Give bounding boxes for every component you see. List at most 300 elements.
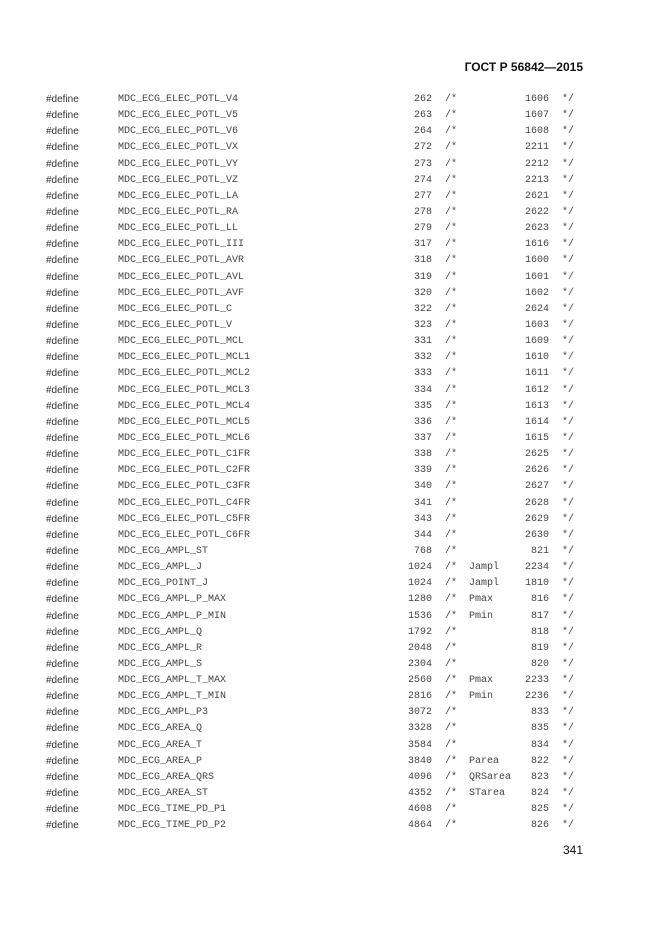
constant-value: 2560 — [407, 675, 432, 687]
constant-name: MDC_ECG_ELEC_POTL_VX — [118, 142, 239, 154]
constant-value: 1024 — [407, 578, 432, 590]
constant-name: MDC_ECG_ELEC_POTL_VY — [118, 158, 239, 170]
define-keyword: #define — [46, 545, 79, 557]
constant-name: MDC_ECG_ELEC_POTL_LL — [118, 223, 239, 235]
comment-label: Pmin — [469, 610, 494, 622]
constant-value: 317 — [413, 239, 432, 251]
define-row — [0, 253, 661, 269]
constant-value: 338 — [413, 449, 432, 461]
constant-value: 279 — [413, 223, 432, 235]
define-keyword: #define — [46, 691, 79, 703]
comment-close: */ — [562, 723, 575, 735]
define-row — [0, 334, 661, 350]
comment-code: 1600 — [524, 255, 549, 267]
define-row — [0, 721, 661, 737]
constant-name: MDC_ECG_AMPL_P_MIN — [118, 610, 227, 622]
comment-open: /* — [445, 206, 458, 218]
comment-open: /* — [445, 271, 458, 283]
comment-code: 816 — [530, 594, 549, 606]
comment-open: /* — [445, 255, 458, 267]
comment-open: /* — [445, 739, 458, 751]
define-row — [0, 173, 661, 189]
comment-open: /* — [445, 190, 458, 202]
constant-value: 335 — [413, 400, 432, 412]
constant-name: MDC_ECG_AREA_QRS — [118, 771, 215, 783]
page-number: 341 — [562, 843, 583, 857]
comment-code: 2623 — [524, 223, 549, 235]
constant-value: 4608 — [407, 804, 432, 816]
constant-value: 1280 — [407, 594, 432, 606]
comment-label: STarea — [469, 788, 506, 800]
constant-value: 3328 — [407, 723, 432, 735]
comment-label: Pmin — [469, 691, 494, 703]
define-row — [0, 479, 661, 495]
comment-open: /* — [445, 336, 458, 348]
comment-open: /* — [445, 239, 458, 251]
constant-value: 4864 — [407, 820, 432, 832]
define-row — [0, 221, 661, 237]
comment-close: */ — [562, 271, 575, 283]
define-row — [0, 576, 661, 592]
comment-open: /* — [445, 384, 458, 396]
comment-code: 1607 — [524, 110, 549, 122]
comment-open: /* — [445, 432, 458, 444]
constant-value: 323 — [413, 319, 432, 331]
define-keyword: #define — [46, 239, 79, 251]
define-row — [0, 108, 661, 124]
define-keyword: #define — [46, 416, 79, 428]
constant-name: MDC_ECG_ELEC_POTL_C5FR — [118, 513, 251, 525]
comment-open: /* — [445, 545, 458, 557]
comment-open: /* — [445, 788, 458, 800]
constant-name: MDC_ECG_ELEC_POTL_C2FR — [118, 465, 251, 477]
constant-name: MDC_ECG_AMPL_ST — [118, 545, 209, 557]
define-row — [0, 92, 661, 108]
constant-name: MDC_ECG_ELEC_POTL_V — [118, 319, 233, 331]
comment-open: /* — [445, 481, 458, 493]
comment-close: */ — [562, 142, 575, 154]
comment-close: */ — [562, 190, 575, 202]
comment-close: */ — [562, 739, 575, 751]
define-keyword: #define — [46, 578, 79, 590]
constant-name: MDC_ECG_ELEC_POTL_C3FR — [118, 481, 251, 493]
define-row — [0, 415, 661, 431]
constant-value: 277 — [413, 190, 432, 202]
define-keyword: #define — [46, 755, 79, 767]
comment-open: /* — [445, 110, 458, 122]
constant-value: 331 — [413, 336, 432, 348]
constant-name: MDC_ECG_AREA_ST — [118, 788, 209, 800]
define-keyword: #define — [46, 675, 79, 687]
define-row — [0, 625, 661, 641]
define-row — [0, 431, 661, 447]
comment-label: Jampl — [469, 578, 500, 590]
constant-value: 278 — [413, 206, 432, 218]
constant-name: MDC_ECG_ELEC_POTL_V5 — [118, 110, 239, 122]
constant-value: 1536 — [407, 610, 432, 622]
comment-close: */ — [562, 465, 575, 477]
comment-close: */ — [562, 529, 575, 541]
constant-name: MDC_ECG_ELEC_POTL_AVR — [118, 255, 245, 267]
comment-close: */ — [562, 239, 575, 251]
define-keyword: #define — [46, 481, 79, 493]
comment-close: */ — [562, 707, 575, 719]
constant-value: 339 — [413, 465, 432, 477]
constant-name: MDC_ECG_AMPL_R — [118, 642, 203, 654]
comment-open: /* — [445, 529, 458, 541]
comment-close: */ — [562, 384, 575, 396]
define-keyword: #define — [46, 497, 79, 509]
constant-value: 768 — [413, 545, 432, 557]
define-keyword: #define — [46, 529, 79, 541]
comment-open: /* — [445, 610, 458, 622]
comment-label: Jampl — [469, 562, 500, 574]
define-row — [0, 738, 661, 754]
comment-open: /* — [445, 626, 458, 638]
define-keyword: #define — [46, 658, 79, 670]
define-keyword: #define — [46, 126, 79, 138]
define-row — [0, 366, 661, 382]
constant-name: MDC_ECG_AMPL_J — [118, 562, 203, 574]
comment-close: */ — [562, 336, 575, 348]
comment-close: */ — [562, 126, 575, 138]
comment-close: */ — [562, 303, 575, 315]
comment-code: 821 — [530, 545, 549, 557]
define-keyword: #define — [46, 142, 79, 154]
constant-value: 3840 — [407, 755, 432, 767]
define-keyword: #define — [46, 190, 79, 202]
constant-value: 263 — [413, 110, 432, 122]
comment-code: 820 — [530, 658, 549, 670]
define-keyword: #define — [46, 739, 79, 751]
comment-open: /* — [445, 497, 458, 509]
comment-close: */ — [562, 771, 575, 783]
define-keyword: #define — [46, 303, 79, 315]
define-row — [0, 318, 661, 334]
constant-value: 337 — [413, 432, 432, 444]
comment-code: 2624 — [524, 303, 549, 315]
comment-code: 2621 — [524, 190, 549, 202]
define-row — [0, 786, 661, 802]
constant-name: MDC_ECG_ELEC_POTL_V6 — [118, 126, 239, 138]
comment-code: 1602 — [524, 287, 549, 299]
constant-value: 319 — [413, 271, 432, 283]
constant-value: 341 — [413, 497, 432, 509]
define-row — [0, 302, 661, 318]
comment-code: 1603 — [524, 319, 549, 331]
define-keyword: #define — [46, 513, 79, 525]
define-row — [0, 689, 661, 705]
comment-close: */ — [562, 206, 575, 218]
constant-value: 333 — [413, 368, 432, 380]
comment-close: */ — [562, 578, 575, 590]
comment-open: /* — [445, 174, 458, 186]
comment-close: */ — [562, 319, 575, 331]
comment-code: 822 — [530, 755, 549, 767]
define-row — [0, 383, 661, 399]
comment-code: 1601 — [524, 271, 549, 283]
constant-name: MDC_ECG_AREA_T — [118, 739, 203, 751]
comment-close: */ — [562, 400, 575, 412]
define-keyword: #define — [46, 771, 79, 783]
comment-code: 1612 — [524, 384, 549, 396]
constant-value: 2048 — [407, 642, 432, 654]
define-keyword: #define — [46, 820, 79, 832]
comment-close: */ — [562, 691, 575, 703]
constant-value: 4352 — [407, 788, 432, 800]
comment-open: /* — [445, 126, 458, 138]
define-keyword: #define — [46, 158, 79, 170]
define-row — [0, 770, 661, 786]
constant-name: MDC_ECG_AMPL_Q — [118, 626, 203, 638]
constant-value: 273 — [413, 158, 432, 170]
comment-label: QRSarea — [469, 771, 512, 783]
comment-label: Pmax — [469, 594, 494, 606]
comment-close: */ — [562, 449, 575, 461]
comment-close: */ — [562, 788, 575, 800]
constant-name: MDC_ECG_ELEC_POTL_RA — [118, 206, 239, 218]
define-row — [0, 124, 661, 140]
constant-name: MDC_ECG_AMPL_T_MAX — [118, 675, 227, 687]
constant-value: 340 — [413, 481, 432, 493]
comment-open: /* — [445, 94, 458, 105]
comment-open: /* — [445, 158, 458, 170]
comment-code: 824 — [530, 788, 549, 800]
constant-name: MDC_ECG_ELEC_POTL_C4FR — [118, 497, 251, 509]
comment-code: 1606 — [524, 94, 549, 105]
constant-name: MDC_ECG_ELEC_POTL_V4 — [118, 94, 239, 105]
constant-name: MDC_ECG_ELEC_POTL_C — [118, 303, 233, 315]
comment-close: */ — [562, 481, 575, 493]
comment-open: /* — [445, 578, 458, 590]
define-row — [0, 399, 661, 415]
constant-value: 332 — [413, 352, 432, 364]
define-row — [0, 512, 661, 528]
comment-code: 826 — [530, 820, 549, 832]
comment-open: /* — [445, 352, 458, 364]
constant-value: 318 — [413, 255, 432, 267]
comment-open: /* — [445, 755, 458, 767]
constant-value: 334 — [413, 384, 432, 396]
comment-code: 819 — [530, 642, 549, 654]
define-keyword: #define — [46, 368, 79, 380]
comment-open: /* — [445, 400, 458, 412]
constant-name: MDC_ECG_AMPL_S — [118, 658, 203, 670]
define-row — [0, 641, 661, 657]
comment-close: */ — [562, 497, 575, 509]
define-row — [0, 189, 661, 205]
define-row — [0, 802, 661, 818]
define-keyword: #define — [46, 400, 79, 412]
comment-label: Parea — [469, 755, 500, 767]
define-row — [0, 140, 661, 156]
comment-close: */ — [562, 255, 575, 267]
comment-open: /* — [445, 416, 458, 428]
define-keyword: #define — [46, 610, 79, 622]
constant-name: MDC_ECG_ELEC_POTL_MCL1 — [118, 352, 251, 364]
comment-close: */ — [562, 642, 575, 654]
constant-name: MDC_ECG_ELEC_POTL_VZ — [118, 174, 239, 186]
comment-close: */ — [562, 545, 575, 557]
constant-value: 3072 — [407, 707, 432, 719]
define-keyword: #define — [46, 449, 79, 461]
constant-name: MDC_ECG_ELEC_POTL_MCL — [118, 336, 245, 348]
comment-open: /* — [445, 804, 458, 816]
define-keyword: #define — [46, 255, 79, 267]
comment-code: 2236 — [524, 691, 549, 703]
define-keyword: #define — [46, 336, 79, 348]
define-row — [0, 609, 661, 625]
constant-value: 322 — [413, 303, 432, 315]
comment-close: */ — [562, 223, 575, 235]
define-keyword: #define — [46, 94, 79, 105]
constant-value: 2816 — [407, 691, 432, 703]
constant-value: 343 — [413, 513, 432, 525]
comment-close: */ — [562, 94, 575, 105]
comment-close: */ — [562, 352, 575, 364]
comment-close: */ — [562, 513, 575, 525]
comment-label: Pmax — [469, 675, 494, 687]
comment-close: */ — [562, 158, 575, 170]
define-keyword: #define — [46, 319, 79, 331]
define-keyword: #define — [46, 788, 79, 800]
define-keyword: #define — [46, 110, 79, 122]
define-keyword: #define — [46, 626, 79, 638]
define-keyword: #define — [46, 465, 79, 477]
comment-open: /* — [445, 642, 458, 654]
comment-code: 2212 — [524, 158, 549, 170]
define-row — [0, 157, 661, 173]
define-keyword: #define — [46, 562, 79, 574]
define-keyword: #define — [46, 223, 79, 235]
constant-name: MDC_ECG_ELEC_POTL_MCL5 — [118, 416, 251, 428]
comment-close: */ — [562, 658, 575, 670]
constant-name: MDC_ECG_ELEC_POTL_III — [118, 239, 245, 251]
comment-open: /* — [445, 562, 458, 574]
define-keyword: #define — [46, 594, 79, 606]
comment-code: 818 — [530, 626, 549, 638]
define-row — [0, 544, 661, 560]
comment-open: /* — [445, 287, 458, 299]
define-listing — [0, 92, 661, 834]
comment-code: 2211 — [524, 142, 549, 154]
constant-name: MDC_ECG_TIME_PD_P1 — [118, 804, 227, 816]
comment-code: 1616 — [524, 239, 549, 251]
constant-value: 336 — [413, 416, 432, 428]
define-row — [0, 237, 661, 253]
comment-code: 817 — [530, 610, 549, 622]
comment-close: */ — [562, 804, 575, 816]
constant-name: MDC_ECG_ELEC_POTL_MCL2 — [118, 368, 251, 380]
comment-open: /* — [445, 594, 458, 606]
define-keyword: #define — [46, 352, 79, 364]
define-keyword: #define — [46, 384, 79, 396]
define-keyword: #define — [46, 174, 79, 186]
comment-code: 825 — [530, 804, 549, 816]
comment-code: 2630 — [524, 529, 549, 541]
comment-code: 2213 — [524, 174, 549, 186]
constant-value: 272 — [413, 142, 432, 154]
comment-open: /* — [445, 691, 458, 703]
define-keyword: #define — [46, 707, 79, 719]
comment-open: /* — [445, 465, 458, 477]
comment-open: /* — [445, 303, 458, 315]
constant-name: MDC_ECG_TIME_PD_P2 — [118, 820, 227, 832]
comment-code: 1608 — [524, 126, 549, 138]
define-row — [0, 270, 661, 286]
define-row — [0, 528, 661, 544]
comment-code: 2234 — [524, 562, 549, 574]
define-row — [0, 657, 661, 673]
comment-open: /* — [445, 319, 458, 331]
comment-code: 1614 — [524, 416, 549, 428]
define-keyword: #define — [46, 804, 79, 816]
comment-code: 2626 — [524, 465, 549, 477]
constant-value: 1792 — [407, 626, 432, 638]
comment-close: */ — [562, 675, 575, 687]
define-row — [0, 673, 661, 689]
define-keyword: #define — [46, 642, 79, 654]
constant-name: MDC_ECG_AMPL_P_MAX — [118, 594, 227, 606]
constant-value: 320 — [413, 287, 432, 299]
define-row — [0, 496, 661, 512]
comment-code: 2625 — [524, 449, 549, 461]
define-keyword: #define — [46, 723, 79, 735]
constant-name: MDC_ECG_AMPL_P3 — [118, 707, 209, 719]
define-row — [0, 560, 661, 576]
comment-code: 835 — [530, 723, 549, 735]
define-row — [0, 818, 661, 834]
define-keyword: #define — [46, 287, 79, 299]
constant-name: MDC_ECG_ELEC_POTL_C6FR — [118, 529, 251, 541]
comment-code: 2627 — [524, 481, 549, 493]
comment-open: /* — [445, 223, 458, 235]
constant-value: 262 — [413, 94, 432, 105]
constant-name: MDC_ECG_AMPL_T_MIN — [118, 691, 227, 703]
constant-value: 264 — [413, 126, 432, 138]
comment-open: /* — [445, 368, 458, 380]
comment-close: */ — [562, 432, 575, 444]
comment-code: 1610 — [524, 352, 549, 364]
define-row — [0, 286, 661, 302]
define-keyword: #define — [46, 206, 79, 218]
comment-open: /* — [445, 449, 458, 461]
constant-name: MDC_ECG_AREA_Q — [118, 723, 203, 735]
comment-open: /* — [445, 723, 458, 735]
comment-open: /* — [445, 707, 458, 719]
comment-close: */ — [562, 820, 575, 832]
comment-open: /* — [445, 771, 458, 783]
comment-close: */ — [562, 562, 575, 574]
define-row — [0, 447, 661, 463]
comment-close: */ — [562, 368, 575, 380]
define-row — [0, 463, 661, 479]
comment-open: /* — [445, 513, 458, 525]
constant-value: 3584 — [407, 739, 432, 751]
define-row — [0, 205, 661, 221]
constant-name: MDC_ECG_ELEC_POTL_LA — [118, 190, 239, 202]
comment-code: 1615 — [524, 432, 549, 444]
constant-name: MDC_ECG_ELEC_POTL_AVL — [118, 271, 245, 283]
define-row — [0, 350, 661, 366]
define-row — [0, 754, 661, 770]
comment-open: /* — [445, 820, 458, 832]
constant-value: 344 — [413, 529, 432, 541]
define-keyword: #define — [46, 271, 79, 283]
comment-close: */ — [562, 755, 575, 767]
comment-close: */ — [562, 594, 575, 606]
constant-name: MDC_ECG_ELEC_POTL_MCL3 — [118, 384, 251, 396]
